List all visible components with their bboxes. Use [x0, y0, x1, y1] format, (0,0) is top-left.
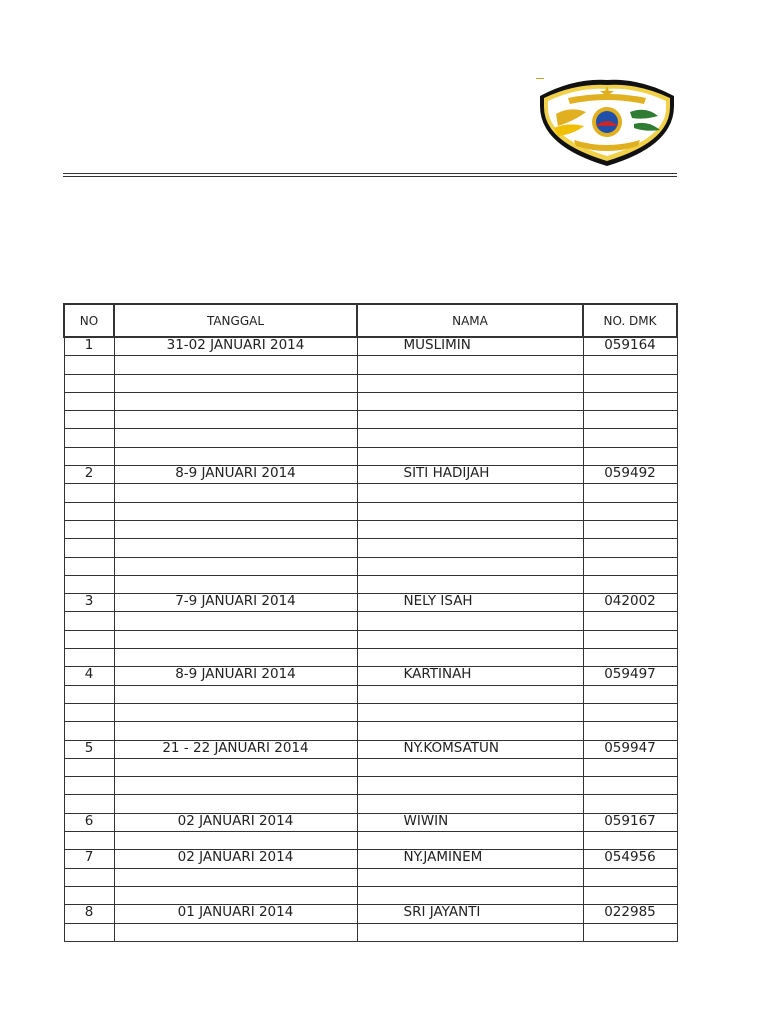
- cell-no-dmk: [583, 630, 677, 648]
- table-row: [64, 832, 677, 850]
- table-row: [64, 466, 677, 484]
- cell-nama: [357, 612, 583, 630]
- cell-no-dmk: [583, 923, 677, 941]
- cell-tanggal: [114, 575, 357, 593]
- cell-nama: SITI HADIJAH: [357, 466, 583, 484]
- cell-nama: [357, 539, 583, 557]
- cell-nama: KARTINAH: [357, 667, 583, 685]
- cell-tanggal: 01 JANUARI 2014: [114, 905, 357, 923]
- cell-tanggal: [114, 392, 357, 410]
- cell-no: [64, 777, 114, 795]
- cell-no: [64, 612, 114, 630]
- table-row: [64, 575, 677, 593]
- header-tanggal: TANGGAL: [114, 304, 357, 337]
- cell-no: 3: [64, 594, 114, 612]
- table-row: [64, 539, 677, 557]
- dmk-table: [63, 303, 678, 942]
- cell-no-dmk: 042002: [583, 594, 677, 612]
- table-row: [64, 447, 677, 465]
- cell-tanggal: 02 JANUARI 2014: [114, 813, 357, 831]
- cell-no-dmk: 059947: [583, 740, 677, 758]
- cell-no-dmk: 059167: [583, 813, 677, 831]
- cell-tanggal: [114, 411, 357, 429]
- table-row: [64, 502, 677, 520]
- table-row: [64, 630, 677, 648]
- header-no: NO: [64, 304, 114, 337]
- cell-tanggal: 21 - 22 JANUARI 2014: [114, 740, 357, 758]
- cell-nama: NELY ISAH: [357, 594, 583, 612]
- cell-no-dmk: [583, 575, 677, 593]
- table-row: [64, 429, 677, 447]
- cell-no: [64, 722, 114, 740]
- table-row: [64, 795, 677, 813]
- cell-nama: [357, 886, 583, 904]
- cell-no-dmk: 059164: [583, 337, 677, 356]
- cell-tanggal: [114, 557, 357, 575]
- cell-nama: NY.JAMINEM: [357, 850, 583, 868]
- cell-tanggal: [114, 612, 357, 630]
- cell-nama: [357, 447, 583, 465]
- cell-no-dmk: [583, 557, 677, 575]
- cell-no: [64, 447, 114, 465]
- cell-tanggal: [114, 539, 357, 557]
- table-row: [64, 374, 677, 392]
- table-row: [64, 520, 677, 538]
- cell-tanggal: [114, 447, 357, 465]
- cell-no: [64, 502, 114, 520]
- table-row: [64, 337, 677, 356]
- cell-no: [64, 649, 114, 667]
- cell-tanggal: [114, 886, 357, 904]
- cell-no: [64, 539, 114, 557]
- cell-nama: [357, 630, 583, 648]
- cell-tanggal: [114, 374, 357, 392]
- cell-nama: [357, 923, 583, 941]
- cell-nama: [357, 758, 583, 776]
- cell-nama: [357, 795, 583, 813]
- cell-tanggal: 7-9 JANUARI 2014: [114, 594, 357, 612]
- cell-no-dmk: [583, 484, 677, 502]
- cell-no-dmk: [583, 356, 677, 374]
- cell-nama: [357, 703, 583, 721]
- cell-no: [64, 520, 114, 538]
- cell-nama: [357, 868, 583, 886]
- table-row: [64, 740, 677, 758]
- header-nama: NAMA: [357, 304, 583, 337]
- cell-no-dmk: [583, 502, 677, 520]
- cell-tanggal: [114, 777, 357, 795]
- header-rule-top: [63, 173, 677, 174]
- cell-no: 1: [64, 337, 114, 356]
- cell-tanggal: [114, 502, 357, 520]
- cell-nama: MUSLIMIN: [357, 337, 583, 356]
- cell-no: [64, 630, 114, 648]
- table-row: [64, 594, 677, 612]
- table-row: [64, 923, 677, 941]
- cell-nama: [357, 575, 583, 593]
- cell-tanggal: 31-02 JANUARI 2014: [114, 337, 357, 356]
- cell-no-dmk: [583, 685, 677, 703]
- table-row: [64, 850, 677, 868]
- cell-no: [64, 703, 114, 721]
- cell-no: 2: [64, 466, 114, 484]
- cell-tanggal: [114, 685, 357, 703]
- cell-no-dmk: [583, 447, 677, 465]
- cell-no-dmk: [583, 612, 677, 630]
- cell-tanggal: [114, 722, 357, 740]
- cell-no: [64, 557, 114, 575]
- cell-tanggal: [114, 795, 357, 813]
- cell-no: [64, 411, 114, 429]
- cell-no-dmk: [583, 886, 677, 904]
- cell-no-dmk: 059492: [583, 466, 677, 484]
- cell-tanggal: [114, 520, 357, 538]
- cell-no: [64, 832, 114, 850]
- table-row: [64, 557, 677, 575]
- cell-tanggal: [114, 758, 357, 776]
- cell-tanggal: [114, 356, 357, 374]
- table-header-row: [64, 304, 677, 337]
- cell-no-dmk: [583, 539, 677, 557]
- cell-no-dmk: [583, 411, 677, 429]
- cell-tanggal: [114, 630, 357, 648]
- table-row: [64, 649, 677, 667]
- table-row: [64, 905, 677, 923]
- cell-no: 6: [64, 813, 114, 831]
- cell-nama: [357, 484, 583, 502]
- cell-nama: [357, 649, 583, 667]
- table-row: [64, 703, 677, 721]
- cell-no-dmk: [583, 703, 677, 721]
- cell-nama: SRI JAYANTI: [357, 905, 583, 923]
- table-row: [64, 667, 677, 685]
- cell-no: [64, 758, 114, 776]
- cell-no: 8: [64, 905, 114, 923]
- regency-emblem: [534, 76, 680, 170]
- cell-no-dmk: [583, 392, 677, 410]
- cell-nama: [357, 429, 583, 447]
- cell-tanggal: [114, 484, 357, 502]
- table-row: [64, 886, 677, 904]
- cell-nama: [357, 520, 583, 538]
- cell-no: 7: [64, 850, 114, 868]
- cell-no: [64, 868, 114, 886]
- cell-no-dmk: [583, 429, 677, 447]
- cell-no-dmk: 022985: [583, 905, 677, 923]
- table-row: [64, 722, 677, 740]
- cell-tanggal: 8-9 JANUARI 2014: [114, 466, 357, 484]
- cell-no: 5: [64, 740, 114, 758]
- table-row: [64, 777, 677, 795]
- cell-tanggal: [114, 923, 357, 941]
- header-no-dmk: NO. DMK: [583, 304, 677, 337]
- table-row: [64, 356, 677, 374]
- cell-no: [64, 356, 114, 374]
- cell-no: [64, 429, 114, 447]
- cell-no: [64, 795, 114, 813]
- cell-no: [64, 484, 114, 502]
- table-row: [64, 685, 677, 703]
- cell-tanggal: [114, 703, 357, 721]
- cell-nama: [357, 374, 583, 392]
- cell-no-dmk: [583, 649, 677, 667]
- cell-tanggal: 8-9 JANUARI 2014: [114, 667, 357, 685]
- cell-no-dmk: 059497: [583, 667, 677, 685]
- cell-tanggal: 02 JANUARI 2014: [114, 850, 357, 868]
- cell-nama: [357, 411, 583, 429]
- cell-no: [64, 685, 114, 703]
- cell-no-dmk: 054956: [583, 850, 677, 868]
- cell-nama: [357, 722, 583, 740]
- cell-nama: [357, 832, 583, 850]
- cell-tanggal: [114, 832, 357, 850]
- cell-nama: [357, 502, 583, 520]
- cell-no: [64, 886, 114, 904]
- table-row: [64, 758, 677, 776]
- cell-no-dmk: [583, 520, 677, 538]
- cell-no-dmk: [583, 868, 677, 886]
- cell-nama: [357, 356, 583, 374]
- cell-no-dmk: [583, 795, 677, 813]
- cell-nama: [357, 557, 583, 575]
- cell-no-dmk: [583, 722, 677, 740]
- cell-nama: [357, 777, 583, 795]
- cell-nama: [357, 685, 583, 703]
- cell-no: [64, 392, 114, 410]
- table-row: [64, 392, 677, 410]
- table-row: [64, 868, 677, 886]
- header-rule-bottom: [63, 176, 677, 177]
- cell-tanggal: [114, 429, 357, 447]
- cell-no: [64, 374, 114, 392]
- cell-no: [64, 575, 114, 593]
- cell-no-dmk: [583, 374, 677, 392]
- cell-tanggal: [114, 649, 357, 667]
- cell-nama: WIWIN: [357, 813, 583, 831]
- cell-nama: NY.KOMSATUN: [357, 740, 583, 758]
- cell-no: [64, 923, 114, 941]
- cell-no: 4: [64, 667, 114, 685]
- cell-no-dmk: [583, 777, 677, 795]
- cell-nama: [357, 392, 583, 410]
- cell-no-dmk: [583, 832, 677, 850]
- table-row: [64, 813, 677, 831]
- table-row: [64, 484, 677, 502]
- table-row: [64, 411, 677, 429]
- cell-no-dmk: [583, 758, 677, 776]
- table-row: [64, 612, 677, 630]
- cell-tanggal: [114, 868, 357, 886]
